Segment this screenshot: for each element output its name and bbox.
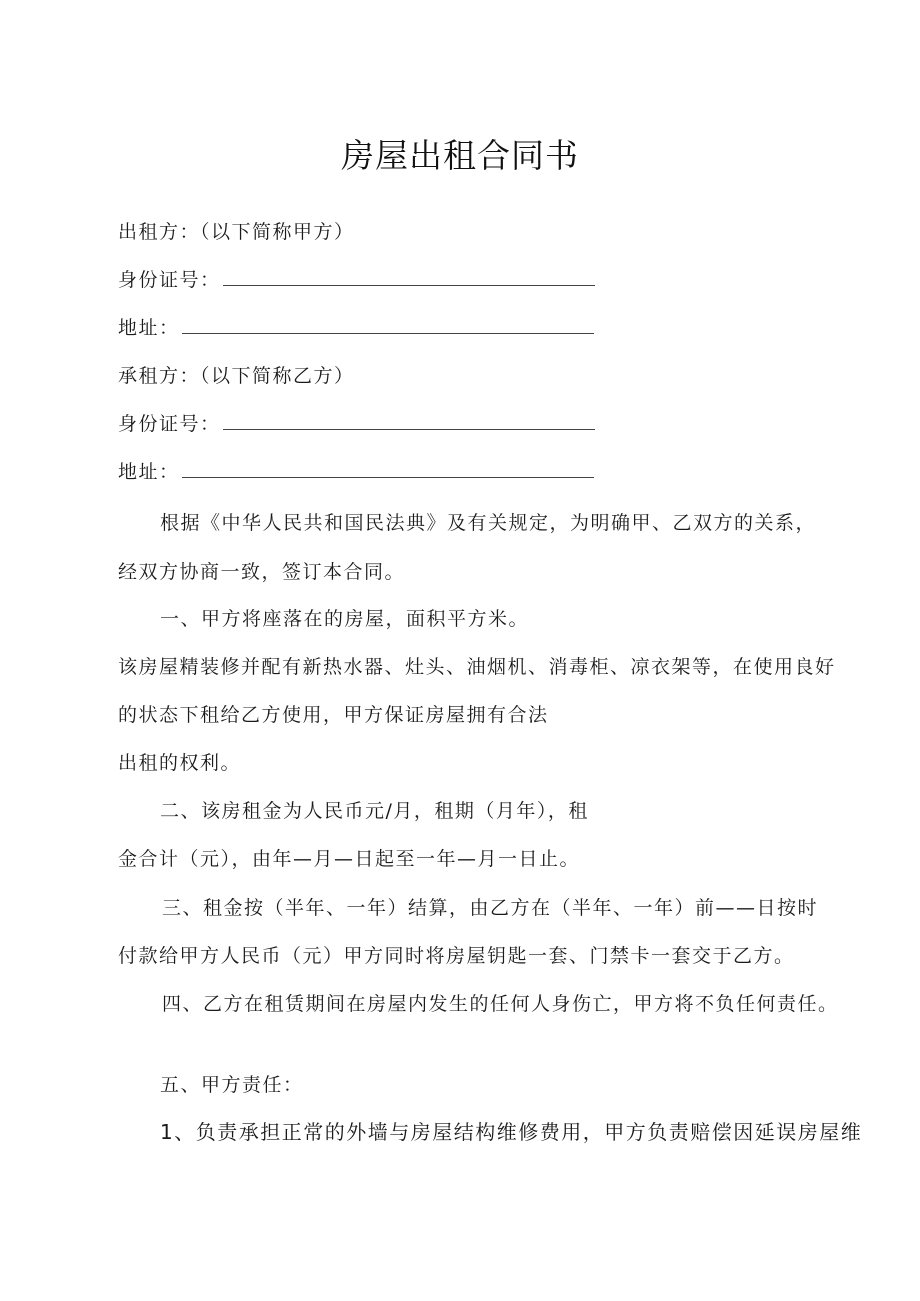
clause-2-line-1: 二、该房租金为人民币元/月，租期（月年），租 — [160, 800, 589, 822]
preamble-line-1: 根据《中华人民共和国民法典》及有关规定，为明确甲、乙双方的关系， — [160, 512, 817, 534]
lessor-address-blank — [182, 317, 594, 334]
lessee-id-label: 身份证号： — [118, 413, 221, 435]
clause-4-line-1: 四、乙方在租赁期间在房屋内发生的任何人身伤亡，甲方将不负任何责任。 — [162, 993, 839, 1015]
clause-1-line-1: 一、甲方将座落在的房屋，面积平方米。 — [160, 608, 530, 630]
clause-2-line-2: 金合计（元），由年—月—日起至一年—月一日止。 — [118, 848, 581, 870]
lessor-id-label: 身份证号： — [118, 269, 221, 291]
lessor-label-text: 出租方：（以下简称甲方） — [118, 221, 355, 243]
lessee-address-blank — [182, 461, 594, 478]
lessor-id-row — [118, 268, 595, 292]
lessee-address-row — [118, 460, 594, 484]
lessee-label-text: 承租方：（以下简称乙方） — [118, 365, 355, 387]
clause-1-line-2: 该房屋精装修并配有新热水器、灶头、油烟机、消毒柜、凉衣架等，在使用良好 — [118, 656, 836, 678]
lessor-address-label: 地址： — [118, 317, 180, 339]
lessor-id-blank — [223, 269, 595, 286]
lessor-label — [118, 220, 355, 244]
lessee-address-label: 地址： — [118, 461, 180, 483]
preamble-line-2: 经双方协商一致，签订本合同。 — [118, 561, 406, 583]
lessee-id-row — [118, 412, 595, 436]
clause-1-line-4: 出租的权利。 — [118, 752, 242, 774]
lessee-id-blank — [223, 413, 595, 430]
clause-5-item-1: 1、负责承担正常的外墙与房屋结构维修费用，甲方负责赔偿因延误房屋维 — [160, 1120, 863, 1144]
clause-3-line-2: 付款给甲方人民币（元）甲方同时将房屋钥匙一套、门禁卡一套交于乙方。 — [118, 945, 795, 967]
clause-5-heading: 五、甲方责任： — [160, 1074, 304, 1096]
lessee-label — [118, 364, 355, 388]
document-title: 房屋出租合同书 — [341, 136, 579, 175]
clause-1-line-3: 的状态下租给乙方使用，甲方保证房屋拥有合法 — [118, 704, 549, 726]
clause-3-line-1: 三、租金按（半年、一年）结算，由乙方在（半年、一年）前——日按时 — [162, 897, 819, 919]
lessor-address-row — [118, 316, 594, 340]
